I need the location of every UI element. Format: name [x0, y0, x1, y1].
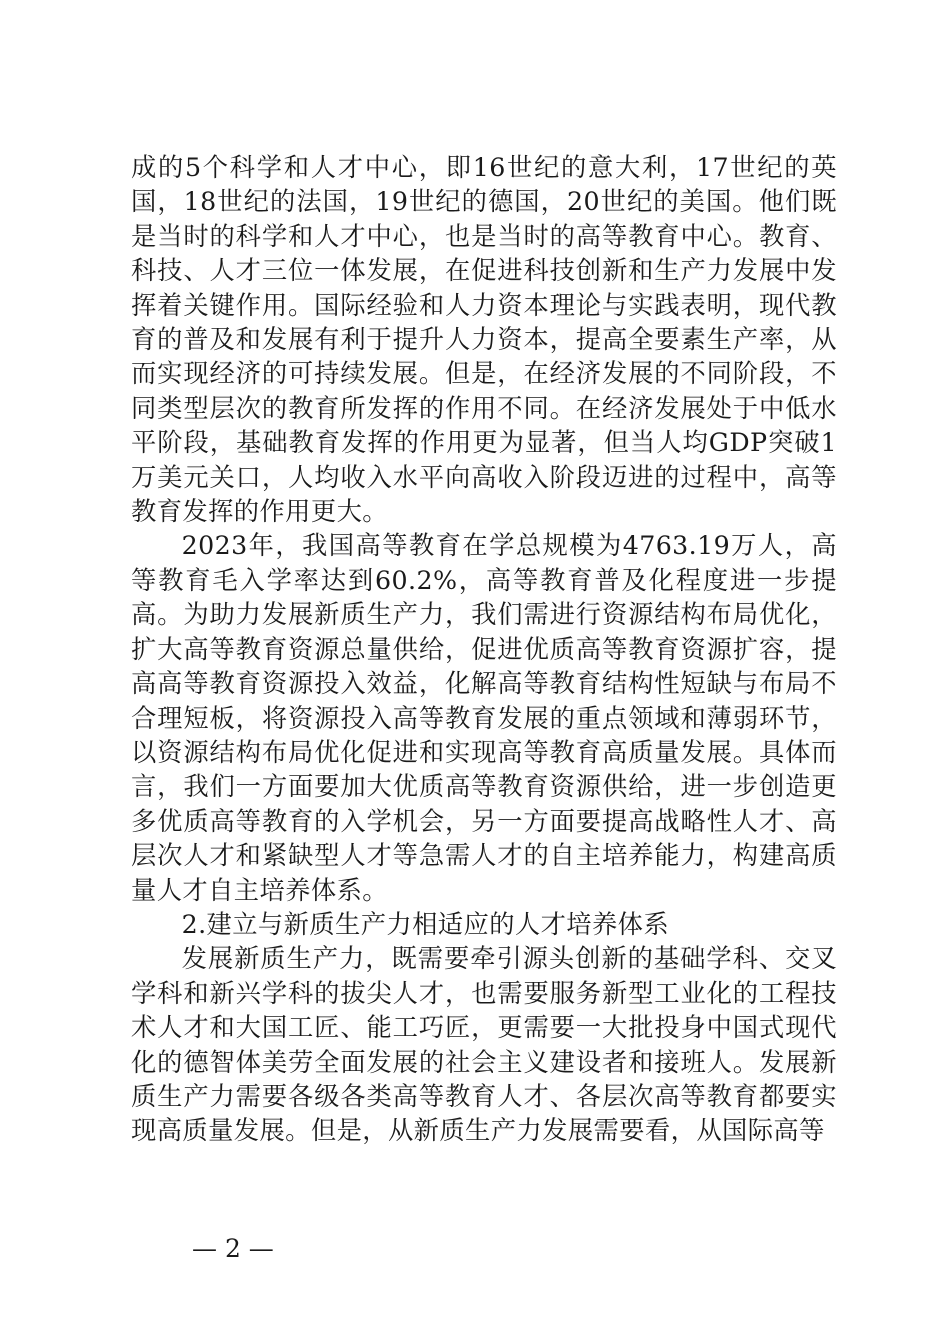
document-body: [131, 151, 837, 1149]
paragraph-talent-needs: 发展新质生产力，既需要牵引源头创新的基础学科、交叉学科和新兴学科的拔尖人才，也需要服务新型工业化的工程技术人才和大国工匠、能工巧匠，更需要一大批投身中国式现代化的德智体美劳全面发展的社会主义建设者和接班人。发展新质生产力需要各级各类高等教育人才、各层次高等教育都要实现高质量发展。但是，从新质生产力发展需要看，从国际高等: [131, 944, 837, 1146]
paragraph-continuation: 成的5个科学和人才中心，即16世纪的意大利，17世纪的英国，18世纪的法国，19世纪的德国，20世纪的美国。他们既是当时的科学和人才中心，也是当时的高等教育中心。教育、科技、人才三位一体发展，在促进科技创新和生产力发展中发挥着关键作用。国际经验和人力资本理论与实践表明，现代教育的普及和发展有利于提升人力资本，提高全要素生产率，从而实现经济的可持续发展。但是，在经济发展的不同阶段，不同类型层次的教育所发挥的作用不同。在经济发展处于中低水平阶段，基础教育发挥的作用更为显著，但当人均GDP突破1万美元关口，人均收入水平向高收入阶段迈进的过程中，高等教育发挥的作用更大。: [131, 153, 837, 527]
section-heading: 2.建立与新质生产力相适应的人才培养体系: [181, 909, 670, 939]
page-number: — 2 —: [192, 1234, 274, 1263]
paragraph-enrollment-stats: 2023年，我国高等教育在学总规模为4763.19万人，高等教育毛入学率达到60.2%，高等教育普及化程度进一步提高。为助力发展新质生产力，我们需进行资源结构布局优化，扩大高等教育资源总量供给，促进优质高等教育资源扩容，提高高等教育资源投入效益，化解高等教育结构性短缺与布局不合理短板，将资源投入高等教育发展的重点领域和薄弱环节，以资源结构布局优化促进和实现高等教育高质量发展。具体而言，我们一方面要加大优质高等教育资源供给，进一步创造更多优质高等教育的入学机会，另一方面要提高战略性人才、高层次人才和紧缺型人才等急需人才的自主培养能力，构建高质量人才自主培养体系。: [131, 531, 837, 905]
